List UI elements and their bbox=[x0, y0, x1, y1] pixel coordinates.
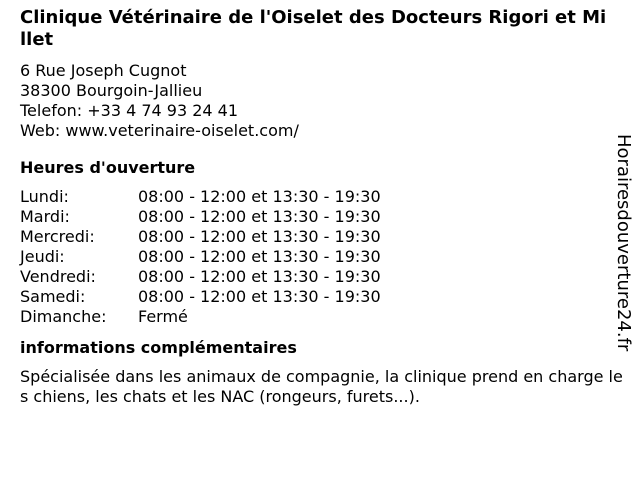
day-label: Jeudi: bbox=[20, 247, 65, 266]
hours-row bbox=[20, 247, 610, 267]
day-label: Dimanche: bbox=[20, 307, 107, 326]
hours-row bbox=[20, 227, 610, 247]
info-heading: informations complémentaires bbox=[20, 338, 297, 357]
hours-row bbox=[20, 307, 610, 327]
phone-number: Telefon: +33 4 74 93 24 41 bbox=[20, 101, 239, 120]
hours-row bbox=[20, 287, 610, 307]
time-value: 08:00 - 12:00 et 13:30 - 19:30 bbox=[138, 227, 381, 246]
info-text: Spécialisée dans les animaux de compagnie, la clinique prend en charge les chiens, les chats et les NAC (rongeurs, furets...). bbox=[20, 367, 623, 406]
time-value: 08:00 - 12:00 et 13:30 - 19:30 bbox=[138, 287, 381, 306]
time-value: Fermé bbox=[138, 307, 188, 326]
watermark: Horairesdouverture24.fr bbox=[613, 134, 634, 352]
hours-row bbox=[20, 207, 610, 227]
day-label: Mercredi: bbox=[20, 227, 95, 246]
time-value: 08:00 - 12:00 et 13:30 - 19:30 bbox=[138, 247, 381, 266]
street-address: 6 Rue Joseph Cugnot bbox=[20, 61, 187, 80]
address-block bbox=[20, 61, 610, 141]
time-value: 08:00 - 12:00 et 13:30 - 19:30 bbox=[138, 267, 381, 286]
day-label: Samedi: bbox=[20, 287, 86, 306]
business-card bbox=[20, 7, 623, 407]
hours-table bbox=[20, 187, 610, 327]
time-value: 08:00 - 12:00 et 13:30 - 19:30 bbox=[138, 187, 381, 206]
time-value: 08:00 - 12:00 et 13:30 - 19:30 bbox=[138, 207, 381, 226]
day-label: Mardi: bbox=[20, 207, 70, 226]
day-label: Vendredi: bbox=[20, 267, 96, 286]
day-label: Lundi: bbox=[20, 187, 69, 206]
hours-row bbox=[20, 267, 610, 287]
website: Web: www.veterinaire-oiselet.com/ bbox=[20, 121, 299, 140]
hours-row bbox=[20, 187, 610, 207]
business-title: Clinique Vétérinaire de l'Oiselet des Docteurs Rigori et Millet bbox=[20, 7, 607, 50]
city-address: 38300 Bourgoin-Jallieu bbox=[20, 81, 203, 100]
hours-heading: Heures d'ouverture bbox=[20, 158, 196, 177]
